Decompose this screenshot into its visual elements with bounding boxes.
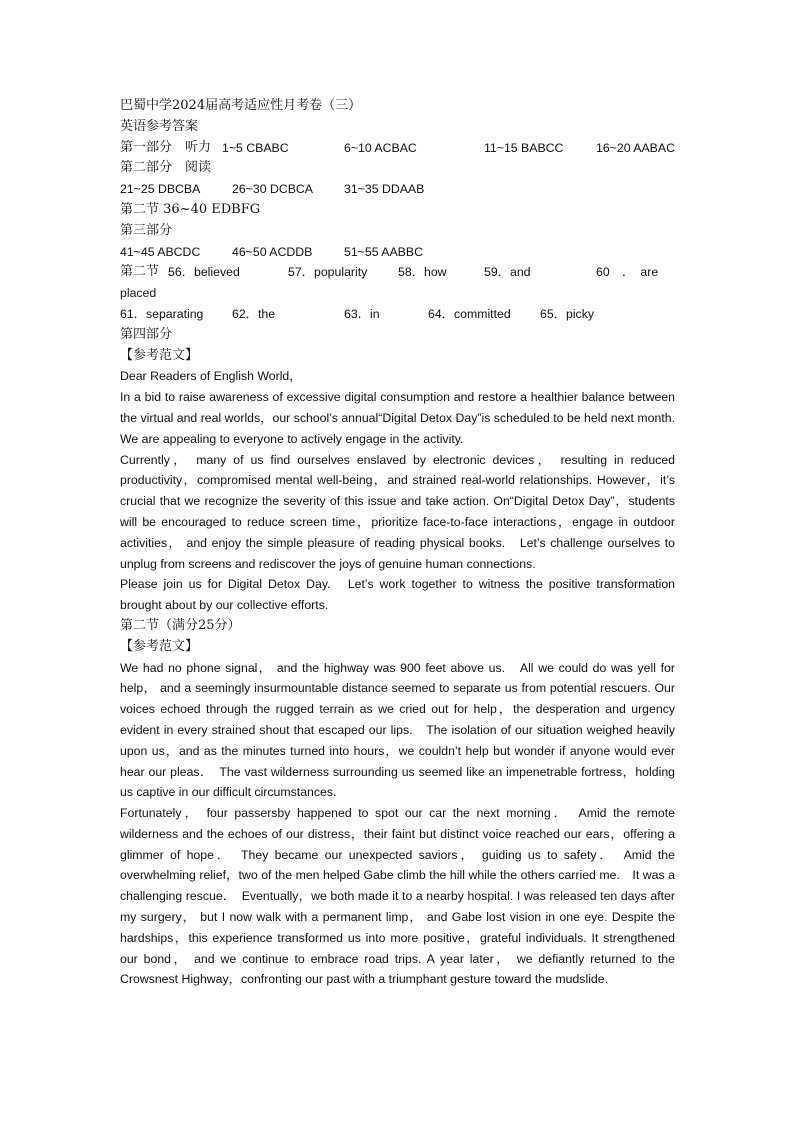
fill-answer: 57．popularity [288,265,368,280]
part4-label: 第四部分 [120,326,173,342]
essay-paragraph: Please join us for Digital Detox Day. Let’s work together to witness the positive transformation brought about by our collective efforts. [120,577,675,613]
section2-label: 第二节 [120,264,160,280]
part1-row [120,138,675,159]
part3-label: 第三部分 [120,222,173,238]
answer-group: 26~30 DCBCA [232,182,313,197]
essay-paragraph: Currently， many of us find ourselves enslaved by electronic devices， resulting in reduced productivity，compromised mental well-being，and strained real-world relationships. However，it’s crucial that we recognize the severity of this issue and take action. On“Digital Detox Day”，students will be encouraged to reduce screen time，prioritize face-to-face interactions，engage in outdoor activities， and enjoy the simple pleasure of reading physical books. Let’s challenge ourselves to unplug from screens and rediscover the joys of genuine human connections. [120,452,675,571]
fill-row-2 [120,304,675,325]
fill-answer: 60 ． are [596,265,659,280]
fill-row-1 [120,262,675,283]
part2-label: 第二部分 阅读 [120,160,212,176]
story-paragraph: We had no phone signal， and the highway was 900 feet above us. All we could do was yell for help， and a seemingly insurmountable distance seemed to separate us from potential rescuers. Our voices echoed through the rugged terrain as we cried out for help，the desperation and urgency evident in every strained shout that escaped our lips. The isolation of our situation weighed heavily upon us，and as the minutes turned into hours，we couldn’t help but wonder if anyone would ever hear our pleas． The vast wilderness surrounding us seemed like an impenetrable fortress，holding us captive in our difficult circumstances. [120,660,675,800]
document-title: 巴蜀中学2024届高考适应性月考卷（三） [120,98,362,113]
fill-answer-continued: placed [120,286,157,301]
fill-answer: 59．and [484,265,531,280]
fill-answer: 64．committed [428,306,511,321]
answer-group: 11~15 BABCC [484,140,564,155]
fill-answer: 63．in [344,306,380,321]
section2-writing-label: 第二节（满分25分） [120,617,241,633]
sample-essay-label: 【参考范文】 [120,638,199,654]
answer-group: 1~5 CBABC [222,140,289,155]
answer-document [120,96,688,990]
answer-group: 6~10 ACBAC [344,140,417,155]
fill-answer: 56．believed [168,265,240,280]
document-subtitle: 英语参考答案 [120,118,199,134]
answer-group: 21~25 DBCBA [120,182,201,197]
answer-group: 51~55 AABBC [344,244,423,259]
fill-answer: 62．the [232,306,276,321]
answer-group: 46~50 ACDDB [232,244,313,259]
answer-group: 31~35 DDAAB [344,182,425,197]
letter-greeting: Dear Readers of English World， [120,369,302,384]
part2-section2: 第二节 36~40 EDBFG [120,201,261,217]
fill-answer: 58．how [398,265,447,280]
answer-group: 41~45 ABCDC [120,244,201,259]
story-paragraph: Fortunately， four passersby happened to spot our car the next morning． Amid the remote wilderness and the echoes of our distress，their faint but distinct voice reached our ears，offering a glimmer of hope． They became our unexpected saviors， guiding us to safety． Amid the overwhelming relief，two of the men helped Gabe climb the hill while the others carried me. It was a challenging rescue． Eventually，we both made it to a nearby hospital. I was released ten days after my surgery， but I now walk with a permanent limp， and Gabe lost vision in one eye. Despite the hardships，this experience transformed us into more positive，grateful individuals. It strengthened our bond， and we continue to embrace road trips. A year later， we defiantly returned to the Crowsnest Highway，confronting our past with a triumphant gesture toward the mudslide. [120,806,675,987]
part1-label: 第一部分 听力 [120,139,212,155]
fill-answer: 65．picky [540,306,594,321]
sample-essay-label: 【参考范文】 [120,347,199,363]
essay-paragraph: In a bid to raise awareness of excessive digital consumption and restore a healthier balance between the virtual and real worlds，our school’s annual“Digital Detox Day”is scheduled to be held next month. We are appealing to everyone to actively engage in the activity. [120,390,688,446]
fill-answer: 61．separating [120,306,204,321]
part2-row [120,179,675,200]
part3-row [120,242,675,263]
answer-group: 16~20 AABAC [596,140,675,155]
